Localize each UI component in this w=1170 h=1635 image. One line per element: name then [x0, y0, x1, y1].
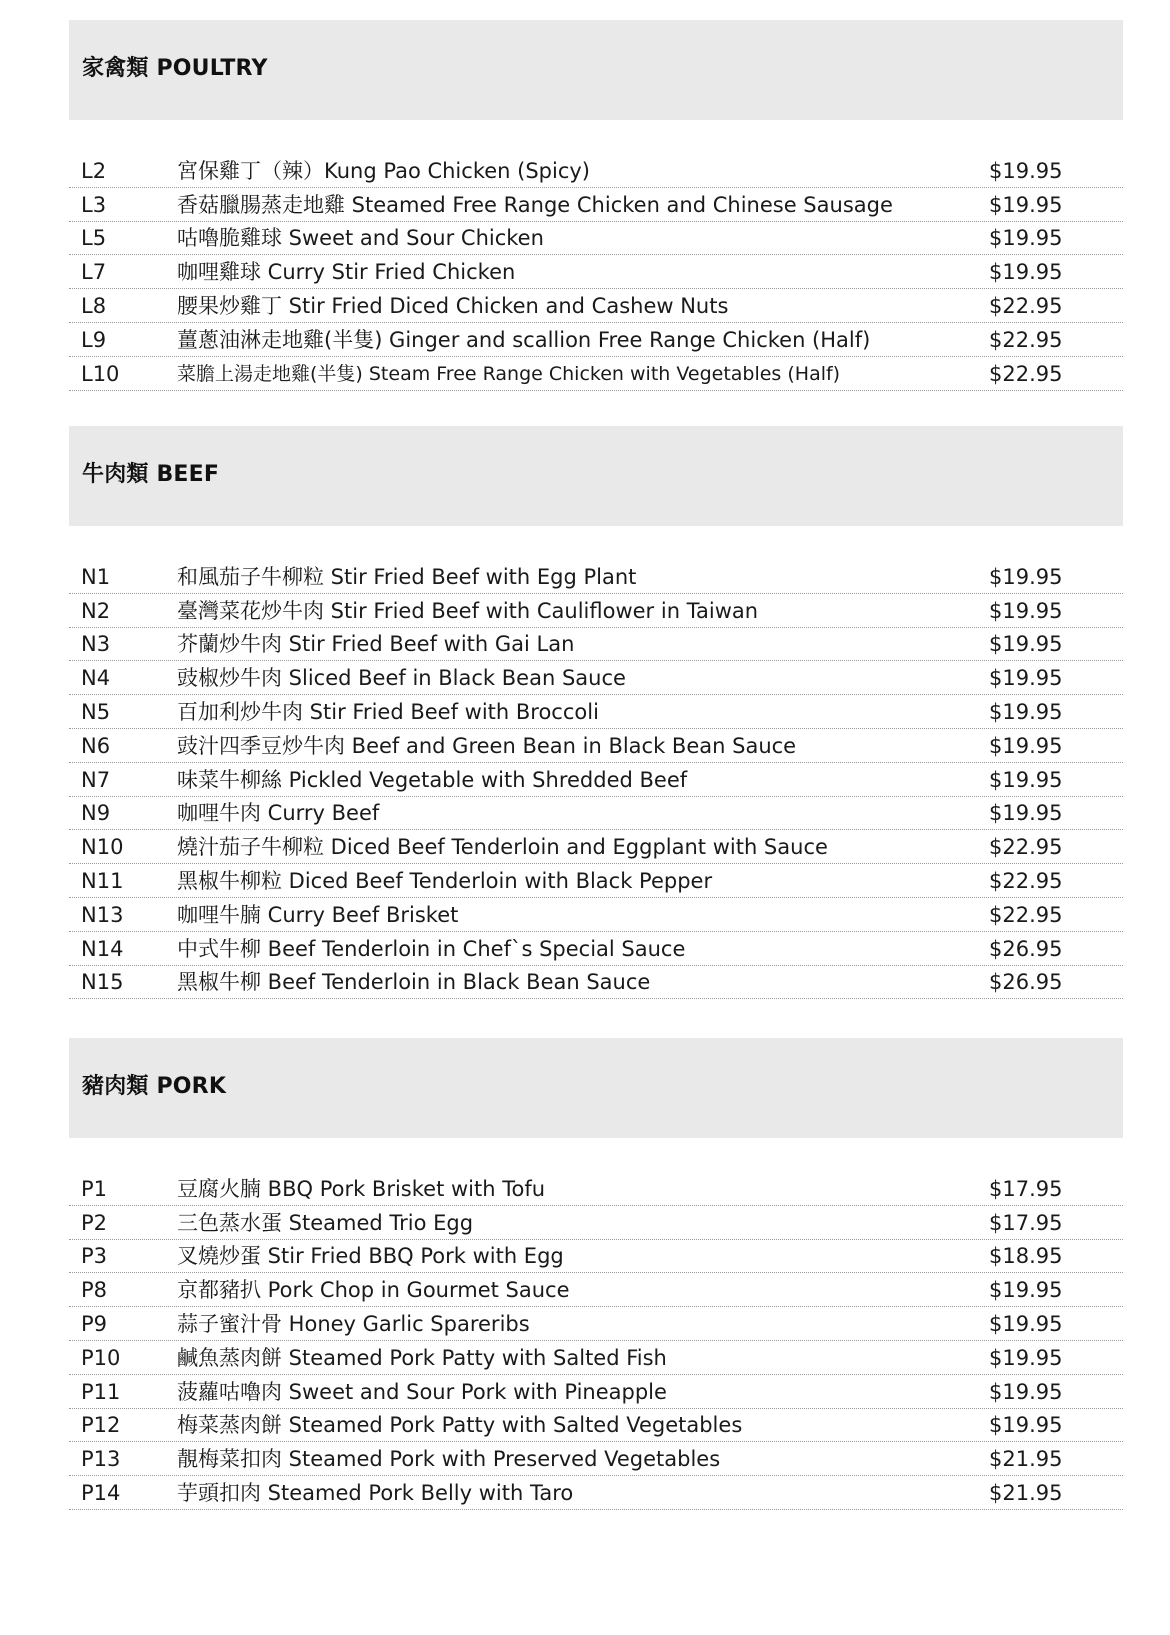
item-name: 蒜子蜜汁骨 Honey Garlic Spareribs [177, 1311, 530, 1336]
section-header [69, 20, 1123, 120]
item-code: N4 [81, 666, 111, 691]
item-price: $19.95 [989, 226, 1063, 251]
item-name: 京都豬扒 Pork Chop in Gourmet Sauce [177, 1278, 570, 1303]
item-code: L9 [81, 327, 107, 352]
item-price: $22.95 [989, 293, 1063, 318]
menu-item [69, 695, 1123, 729]
item-price: $22.95 [989, 327, 1063, 352]
item-name: 靚梅菜扣肉 Steamed Pork with Preserved Vegetables [177, 1447, 721, 1472]
item-code: P12 [81, 1413, 121, 1438]
item-price: $19.95 [989, 733, 1063, 758]
item-price: $19.95 [989, 801, 1063, 826]
menu-item [69, 1172, 1123, 1206]
item-price: $19.95 [989, 260, 1063, 285]
section-header [69, 1038, 1123, 1138]
menu-item [69, 1273, 1123, 1307]
item-price: $22.95 [989, 868, 1063, 893]
item-code: N9 [81, 801, 111, 826]
item-price: $26.95 [989, 970, 1063, 995]
item-code: P2 [81, 1210, 108, 1235]
section-pork [69, 1038, 1123, 1510]
item-name: 芥蘭炒牛肉 Stir Fried Beef with Gai Lan [177, 632, 575, 657]
item-code: P13 [81, 1447, 121, 1472]
menu-item [69, 628, 1123, 662]
menu-item [69, 1476, 1123, 1510]
menu-item [69, 1206, 1123, 1240]
item-price: $19.95 [989, 1345, 1063, 1370]
menu-item [69, 797, 1123, 831]
menu-item [69, 729, 1123, 763]
item-name: 豆腐火腩 BBQ Pork Brisket with Tofu [177, 1176, 546, 1201]
menu-item [69, 188, 1123, 222]
item-name: 薑蔥油淋走地雞(半隻) Ginger and scallion Free Range Chicken (Half) [177, 327, 871, 352]
menu-item [69, 830, 1123, 864]
item-price: $19.95 [989, 632, 1063, 657]
item-name: 和風茄子牛柳粒 Stir Fried Beef with Egg Plant [177, 564, 637, 589]
item-code: P14 [81, 1480, 121, 1505]
menu-item [69, 1375, 1123, 1409]
menu-item [69, 1240, 1123, 1274]
menu-item [69, 323, 1123, 357]
item-price: $19.95 [989, 1379, 1063, 1404]
item-code: N2 [81, 598, 111, 623]
item-code: P8 [81, 1278, 108, 1303]
item-price: $17.95 [989, 1176, 1063, 1201]
item-name: 腰果炒雞丁 Stir Fried Diced Chicken and Cashew Nuts [177, 293, 729, 318]
item-name: 咖哩雞球 Curry Stir Fried Chicken [177, 260, 516, 285]
item-name: 菜膽上湯走地雞(半隻) Steam Free Range Chicken with Vegetables (Half) [177, 362, 841, 385]
menu-item [69, 661, 1123, 695]
item-name: 梅菜蒸肉餅 Steamed Pork Patty with Salted Vegetables [177, 1413, 743, 1438]
item-code: L7 [81, 260, 107, 285]
item-name: 中式牛柳 Beef Tenderloin in Chef`s Special Sauce [177, 936, 686, 961]
item-code: P3 [81, 1244, 108, 1269]
menu-item [69, 1341, 1123, 1375]
item-name: 菠蘿咕嚕肉 Sweet and Sour Pork with Pineapple [177, 1379, 667, 1404]
menu-item [69, 898, 1123, 932]
item-price: $19.95 [989, 1413, 1063, 1438]
item-code: P1 [81, 1176, 108, 1201]
item-code: N14 [81, 936, 124, 961]
section-poultry [69, 20, 1123, 391]
menu-item [69, 222, 1123, 256]
menu-item [69, 1409, 1123, 1443]
item-price: $19.95 [989, 699, 1063, 724]
item-code: N7 [81, 767, 111, 792]
section-title: 豬肉類 PORK [82, 1073, 227, 1099]
item-price: $21.95 [989, 1480, 1063, 1505]
item-price: $21.95 [989, 1447, 1063, 1472]
menu-item [69, 1307, 1123, 1341]
item-price: $22.95 [989, 835, 1063, 860]
menu-list [69, 560, 1123, 999]
item-code: L10 [81, 361, 120, 386]
item-name: 咕嚕脆雞球 Sweet and Sour Chicken [177, 226, 544, 251]
item-price: $18.95 [989, 1244, 1063, 1269]
item-code: L8 [81, 293, 107, 318]
menu-item [69, 255, 1123, 289]
item-name: 香菇臘腸蒸走地雞 Steamed Free Range Chicken and Chinese Sausage [177, 192, 893, 217]
item-price: $19.95 [989, 564, 1063, 589]
menu-item [69, 154, 1123, 188]
item-name: 咖哩牛肉 Curry Beef [177, 801, 380, 826]
item-name: 鹹魚蒸肉餅 Steamed Pork Patty with Salted Fish [177, 1345, 667, 1370]
item-price: $19.95 [989, 1311, 1063, 1336]
menu-item [69, 1442, 1123, 1476]
item-code: N10 [81, 835, 124, 860]
item-code: L3 [81, 192, 107, 217]
item-name: 豉汁四季豆炒牛肉 Beef and Green Bean in Black Bean Sauce [177, 733, 797, 758]
item-price: $22.95 [989, 361, 1063, 386]
item-price: $26.95 [989, 936, 1063, 961]
item-name: 臺灣菜花炒牛肉 Stir Fried Beef with Cauliflower in Taiwan [177, 598, 759, 623]
menu-item [69, 594, 1123, 628]
section-title: 家禽類 POULTRY [82, 55, 268, 81]
item-name: 三色蒸水蛋 Steamed Trio Egg [177, 1210, 474, 1235]
section-beef [69, 426, 1123, 999]
item-price: $17.95 [989, 1210, 1063, 1235]
item-name: 百加利炒牛肉 Stir Fried Beef with Broccoli [177, 699, 599, 724]
item-code: N13 [81, 902, 124, 927]
item-price: $19.95 [989, 666, 1063, 691]
item-code: N5 [81, 699, 111, 724]
item-code: N11 [81, 868, 124, 893]
item-price: $19.95 [989, 598, 1063, 623]
item-price: $19.95 [989, 1278, 1063, 1303]
item-code: P9 [81, 1311, 108, 1336]
item-price: $22.95 [989, 902, 1063, 927]
item-price: $19.95 [989, 192, 1063, 217]
item-name: 芋頭扣肉 Steamed Pork Belly with Taro [177, 1480, 574, 1505]
item-code: L2 [81, 158, 107, 183]
item-code: N6 [81, 733, 111, 758]
item-price: $19.95 [989, 158, 1063, 183]
section-header [69, 426, 1123, 526]
menu-item [69, 966, 1123, 1000]
item-code: P10 [81, 1345, 121, 1370]
item-name: 宮保雞丁（辣）Kung Pao Chicken (Spicy) [177, 158, 590, 183]
section-title: 牛肉類 BEEF [82, 461, 220, 487]
menu-item [69, 289, 1123, 323]
item-name: 燒汁茄子牛柳粒 Diced Beef Tenderloin and Eggplant with Sauce [177, 835, 828, 860]
item-code: L5 [81, 226, 107, 251]
menu-list [69, 1172, 1123, 1510]
item-code: N3 [81, 632, 111, 657]
menu-item [69, 560, 1123, 594]
item-code: N15 [81, 970, 124, 995]
menu-list [69, 154, 1123, 391]
item-name: 黑椒牛柳粒 Diced Beef Tenderloin with Black Pepper [177, 868, 713, 893]
menu-item [69, 763, 1123, 797]
menu-item [69, 357, 1123, 391]
item-name: 味菜牛柳絲 Pickled Vegetable with Shredded Beef [177, 767, 688, 792]
item-name: 叉燒炒蛋 Stir Fried BBQ Pork with Egg [177, 1244, 564, 1269]
menu-item [69, 864, 1123, 898]
item-code: N1 [81, 564, 111, 589]
item-price: $19.95 [989, 767, 1063, 792]
item-code: P11 [81, 1379, 121, 1404]
item-name: 豉椒炒牛肉 Sliced Beef in Black Bean Sauce [177, 666, 626, 691]
item-name: 咖哩牛腩 Curry Beef Brisket [177, 902, 459, 927]
menu-item [69, 932, 1123, 966]
item-name: 黑椒牛柳 Beef Tenderloin in Black Bean Sauce [177, 970, 651, 995]
